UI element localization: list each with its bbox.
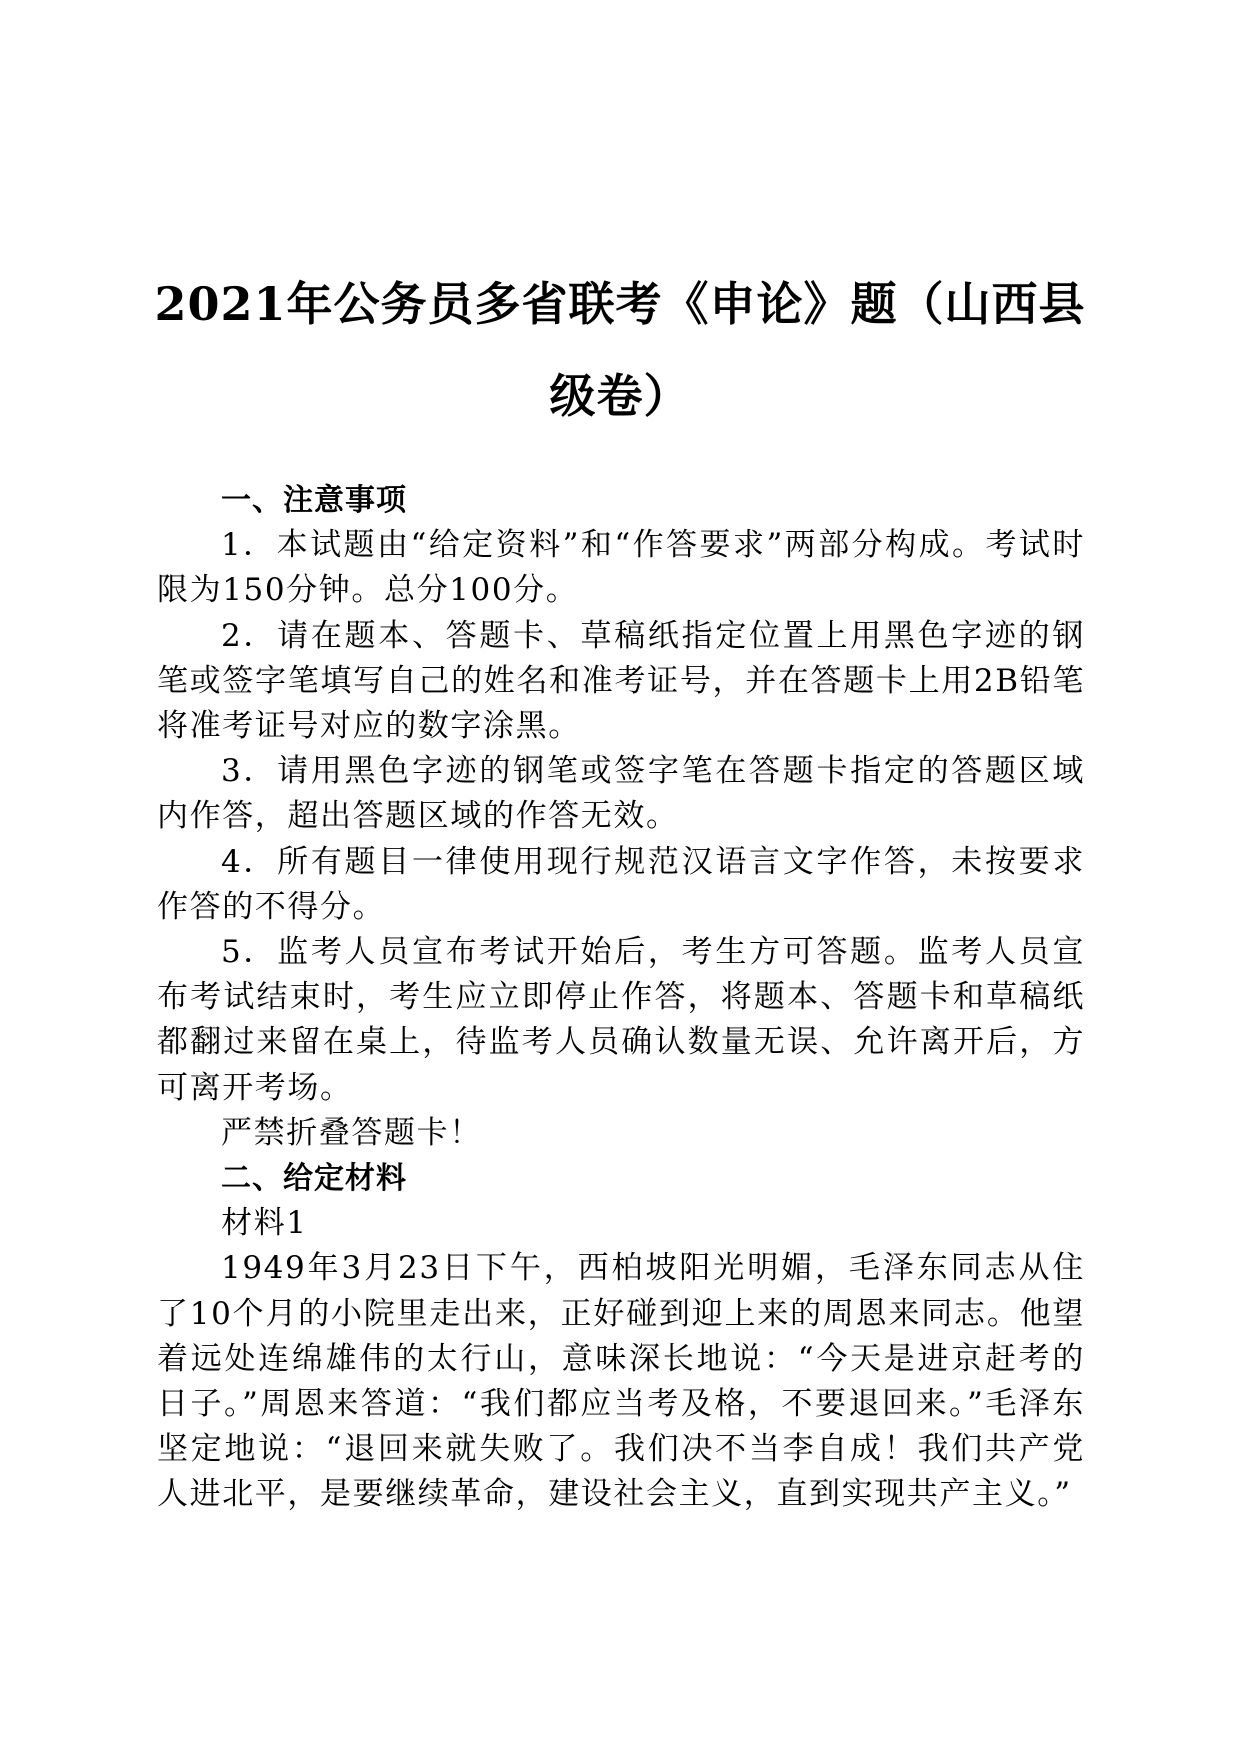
- document-title: 2021年公务员多省联考《申论》题（山西县级卷）: [154, 277, 1086, 423]
- document-body: [157, 478, 1085, 1518]
- notice-item-5: 5．监考人员宣布考试开始后，考生方可答题。监考人员宣布考试结束时，考生应立即停止作答，将题本、答题卡和草稿纸都翻过来留在桌上，待监考人员确认数量无误、允许离开后，方可离开考场。: [157, 934, 1085, 1106]
- section-heading-notes: 一、注意事项: [221, 483, 407, 518]
- notice-item-3: 3．请用黑色字迹的钢笔或签字笔在答题卡指定的答题区域内作答，超出答题区域的作答无效。: [157, 753, 1085, 835]
- warning-text: 严禁折叠答题卡！: [221, 1114, 482, 1151]
- notice-item-4: 4．所有题目一律使用现行规范汉语言文字作答，未按要求作答的不得分。: [157, 843, 1085, 925]
- notice-item-1: 1．本试题由“给定资料”和“作答要求”两部分构成。考试时限为150分钟。总分100分。: [157, 527, 1085, 609]
- material-paragraph: 1949年3月23日下午，西柏坡阳光明媚，毛泽东同志从住了10个月的小院里走出来，正好碰到迎上来的周恩来同志。他望着远处连绵雄伟的太行山，意味深长地说：“今天是进京赶考的日子。”周恩来答道：“我们都应当考及格，不要退回来。”毛泽东坚定地说：“退回来就失败了。我们决不当李自成！我们共产党人进北平，是要继续革命，建设社会主义，直到实现共产主义。”: [157, 1250, 1085, 1513]
- notice-item-2: 2．请在题本、答题卡、草稿纸指定位置上用黑色字迹的钢笔或签字笔填写自己的姓名和准考证号，并在答题卡上用2B铅笔将准考证号对应的数字涂黑。: [157, 617, 1085, 745]
- material-label: 材料1: [221, 1205, 308, 1242]
- section-heading-materials: 二、给定材料: [221, 1161, 407, 1197]
